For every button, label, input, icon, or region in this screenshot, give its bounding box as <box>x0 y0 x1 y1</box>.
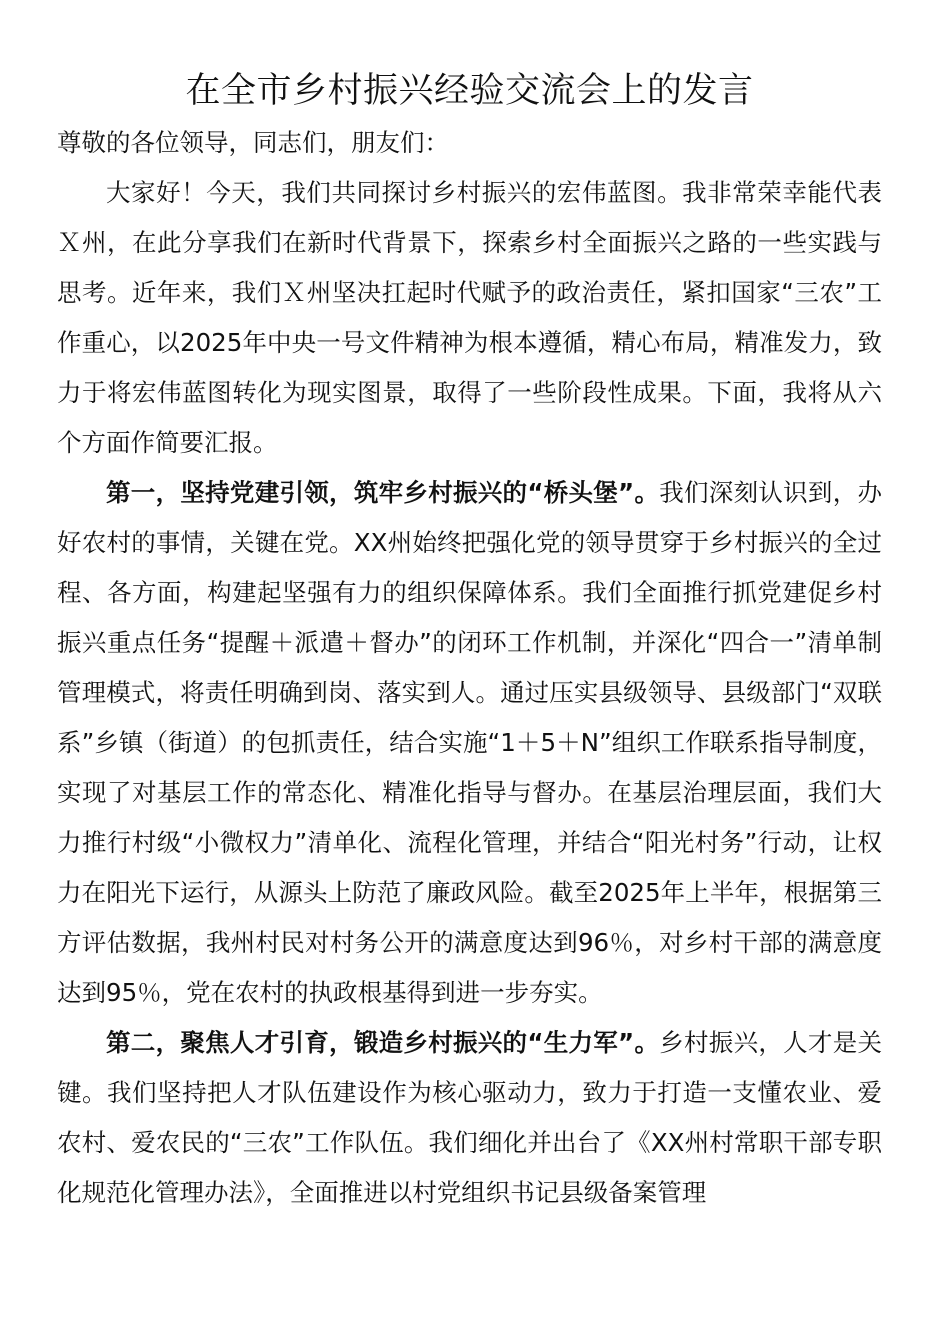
paragraph-second <box>57 1018 882 1218</box>
paragraph-second-lead: 第二，聚焦人才引育，锻造乡村振兴的“生力军”。 <box>106 1028 660 1057</box>
paragraph-intro-text: 大家好！今天，我们共同探讨乡村振兴的宏伟蓝图。我非常荣幸能代表Ｘ州，在此分享我们在新时代背景下，探索乡村全面振兴之路的一些实践与思考。近年来，我们Ｘ州坚决扛起时代赋予的政治责任，紧扣国家“三农”工作重心，以2025年中央一号文件精神为根本遵循，精心布局，精准发力，致力于将宏伟蓝图转化为现实图景，取得了一些阶段性成果。下面，我将从六个方面作简要汇报。 <box>57 178 882 457</box>
paragraph-second-text: 乡村振兴，人才是关键。我们坚持把人才队伍建设作为核心驱动力，致力于打造一支懂农业、爱农村、爱农民的“三农”工作队伍。我们细化并出台了《XX州村常职干部专职化规范化管理办法》，全面推进以村党组织书记县级备案管理 <box>57 1028 883 1207</box>
paragraph-first <box>57 468 882 1018</box>
salutation: 尊敬的各位领导，同志们，朋友们： <box>57 128 449 157</box>
document-title: 在全市乡村振兴经验交流会上的发言 <box>185 71 754 111</box>
paragraph-intro <box>57 168 882 468</box>
paragraph-first-lead: 第一，坚持党建引领，筑牢乡村振兴的“桥头堡”。 <box>106 478 660 507</box>
paragraph-first-text: 我们深刻认识到，办好农村的事情，关键在党。XX州始终把强化党的领导贯穿于乡村振兴的全过程、各方面，构建起坚强有力的组织保障体系。我们全面推行抓党建促乡村振兴重点任务“提醒＋派遣＋督办”的闭环工作机制，并深化“四合一”清单制管理模式，将责任明确到岗、落实到人。通过压实县级领导、县级部门“双联系”乡镇（街道）的包抓责任，结合实施“1＋5＋N”组织工作联系指导制度，实现了对基层工作的常态化、精准化指导与督办。在基层治理层面，我们大力推行村级“小微权力”清单化、流程化管理，并结合“阳光村务”行动，让权力在阳光下运行，从源头上防范了廉政风险。截至2025年上半年，根据第三方评估数据，我州村民对村务公开的满意度达到96％，对乡村干部的满意度达到95％，党在农村的执政根基得到进一步夯实。 <box>57 478 883 1007</box>
